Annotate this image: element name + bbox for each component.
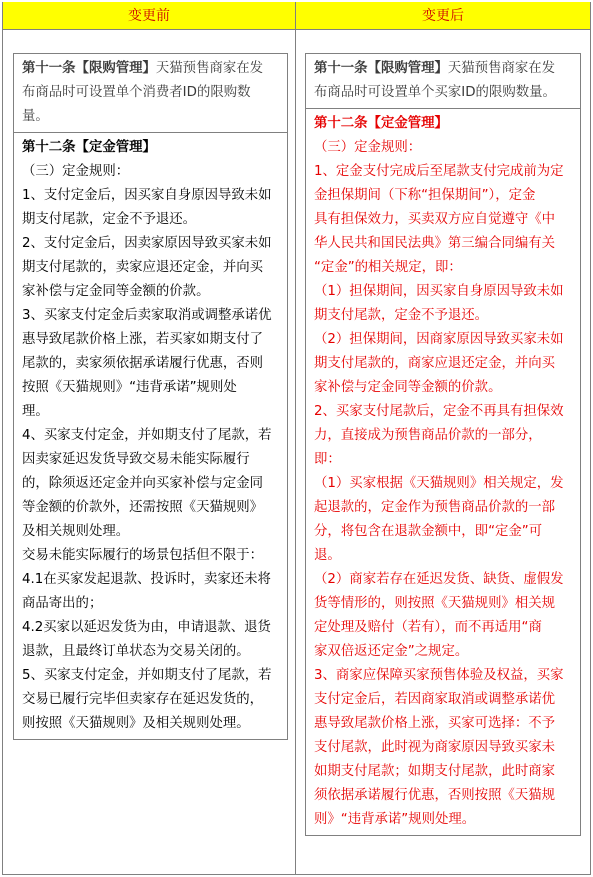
column-divider — [295, 2, 296, 875]
after-rule-box — [305, 53, 581, 836]
article-title: 第十二条【定金管理】 — [314, 116, 448, 131]
before-article-11: 第十一条【限购管理】天猫预售商家在发 布商品时可设置单个消费者ID的限购数 量。 — [22, 61, 264, 124]
article-title: 第十二条【定金管理】 — [22, 140, 156, 155]
header-before: 变更前 — [3, 2, 295, 30]
header-after: 变更后 — [296, 2, 590, 30]
article-title: 第十一条【限购管理】 — [22, 61, 156, 76]
before-article-12: 第十二条【定金管理】 （三）定金规则： 1、支付定金后，因买家自身原因导致未如 期支付尾款，定金不予退还。 2、支付定金后，因卖家原因导致买家未如 期支付尾款的，卖家应退还定金，并向买 家补偿与定金同等金额的价款。 3、买家支付定金后卖家取消或调整承诺优 惠导致尾款价格上涨，若买家如期支付了 尾款的，卖家须依据承诺履行优惠，否则 按照《天猫规则》“违背承诺”规则处 理。 4、买家支付定金，并如期支付了尾款，若 因卖家延迟发货导致交易未能实际履行 的，除须返还定金并向买家补偿与定金同 等金额的价款外，还需按照《天猫规则》 及相关规则处理。 交易未能实际履行的场景包括但不限于： 4.1在买家发起退款、投诉时，卖家还未将 商品寄出的； 4.2买家以延迟发货为由，申请退款、退货 退款，且最终订单状态为交易关闭的。 5、买家支付定金，并如期支付了尾款，若 交易已履行完毕但卖家存在延迟发货的， 则按照《天猫规则》及相关规则处理。 — [14, 132, 287, 739]
article-title: 第十一条【限购管理】 — [314, 61, 448, 76]
after-article-11: 第十一条【限购管理】天猫预售商家在发 布商品时可设置单个买家ID的限购数量。 — [314, 61, 556, 100]
after-article-12: 第十二条【定金管理】 （三）定金规则： 1、定金支付完成后至尾款支付完成前为定 金担保期间（下称“担保期间”），定金 具有担保效力，买卖双方应自觉遵守《中 华人民共和国民法典》第三编合同编有关 “定金”的相关规定，即： （1）担保期间，因买家自身原因导致未如 期支付尾款，定金不予退还。 （2）担保期间，因商家原因导致买家未如 期支付尾款的，商家应退还定金，并向买 家补偿与定金同等金额的价款。 2、买家支付尾款后，定金不再具有担保效 力，直接成为预售商品价款的一部分， 即： （1）买家根据《天猫规则》相关规定，发 起退款的，定金作为预售商品价款的一部 分，将包含在退款金额中，即“定金”可 退。 （2）商家若存在延迟发货、缺货、虚假发 货等情形的，则按照《天猫规则》相关规 定处理及赔付（若有），而不再适用“商 家双倍返还定金”之规定。 3、商家应保障买家预售体验及权益，买家 支付定金后，若因商家取消或调整承诺优 惠导致尾款价格上涨，买家可选择：不予 支付尾款，此时视为商家原因导致买家未 如期支付尾款；如期支付尾款，此时商家 须依据承诺履行优惠，否则按照《天猫规 则》“违背承诺”规则处理。 — [306, 108, 580, 835]
before-rule-box — [13, 53, 288, 740]
